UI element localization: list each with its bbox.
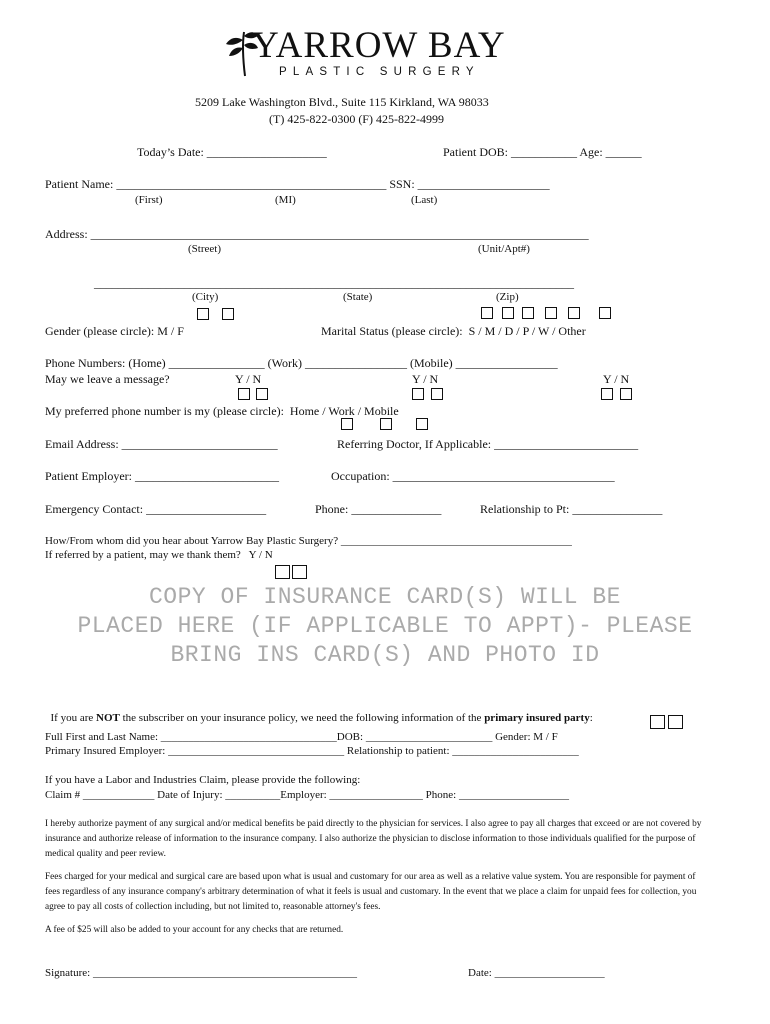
subscriber-gender-f-checkbox[interactable] — [668, 715, 683, 729]
referred-n-checkbox[interactable] — [292, 565, 307, 579]
insurance-placeholder-line3: BRING INS CARD(S) AND PHOTO ID — [170, 642, 600, 668]
marital-d-checkbox[interactable] — [522, 307, 534, 319]
occupation-field[interactable]: Occupation: _____________________________________ — [331, 469, 615, 483]
relationship-field[interactable]: Relationship to Pt: _______________ — [480, 502, 663, 516]
signature-date-field[interactable]: Date: ____________________ — [468, 967, 605, 979]
marital-other-checkbox[interactable] — [599, 307, 611, 319]
returned-check-paragraph: A fee of $25 will also be added to your account for any checks that are returned. — [45, 925, 344, 935]
subscriber-name-dob-field[interactable]: Full First and Last Name: ________________________________DOB: _______________________ Gender: M / F — [45, 731, 558, 743]
work-y-checkbox[interactable] — [412, 388, 424, 400]
subscriber-gender-m-checkbox[interactable] — [650, 715, 665, 729]
logo-subtitle: PLASTIC SURGERY — [279, 66, 480, 78]
last-label: (Last) — [411, 194, 438, 206]
logo-title: YARROW BAY — [252, 25, 506, 66]
yn-mobile-label: Y / N — [603, 372, 630, 386]
email-field[interactable]: Email Address: __________________________ — [45, 437, 278, 451]
street-label: (Street) — [188, 243, 221, 255]
subscriber-intro — [45, 700, 593, 724]
emergency-contact-field[interactable]: Emergency Contact: ____________________ — [45, 502, 267, 516]
how-heard-field[interactable]: How/From whom did you hear about Yarrow Bay Plastic Surgery? __________________________________________ — [45, 535, 572, 547]
preferred-work-checkbox[interactable] — [380, 418, 392, 430]
signature-field[interactable]: Signature: ________________________________________________ — [45, 967, 357, 979]
subscriber-intro-party: primary insured party — [484, 712, 590, 724]
phone-numbers-field[interactable]: Phone Numbers: (Home) ________________ (Work) _________________ (Mobile) _________________ — [45, 356, 558, 370]
unit-label: (Unit/Apt#) — [478, 243, 530, 255]
home-n-checkbox[interactable] — [256, 388, 268, 400]
subscriber-intro-c: : — [589, 712, 593, 724]
practice-address: 5209 Lake Washington Blvd., Suite 115 Kirkland, WA 98033 — [195, 95, 489, 109]
patient-dob-age-field[interactable]: Patient DOB: ___________ Age: ______ — [443, 145, 642, 159]
gender-m-checkbox[interactable] — [197, 308, 209, 320]
marital-w-checkbox[interactable] — [568, 307, 580, 319]
address-field[interactable]: Address: ___________________________________________________________________________________ — [45, 227, 589, 241]
labor-claim-intro: If you have a Labor and Industries Claim, please provide the following: — [45, 774, 361, 786]
insurance-placeholder-line1: COPY OF INSURANCE CARD(S) WILL BE — [149, 584, 621, 610]
authorization-paragraph: I hereby authorize payment of any surgical and/or medical benefits be paid directly to the physician for services. I also agree to pay all charges that exceed or are not covered by insurance and authorize release of information to the insurance company. I also authorize the physician to disclose information to those individuals qualified for the purpose of medical quality and peer review. — [45, 819, 702, 859]
gender-field: Gender (please circle): M / F — [45, 324, 184, 338]
patient-name-field[interactable]: Patient Name: _____________________________________________ SSN: ______________________ — [45, 177, 550, 191]
labor-claim-field[interactable]: Claim # _____________ Date of Injury: __________Employer: _________________ Phone: ____________________ — [45, 789, 569, 801]
subscriber-intro-not: NOT — [96, 712, 120, 724]
preferred-mobile-checkbox[interactable] — [416, 418, 428, 430]
leave-message-label: May we leave a message? — [45, 372, 170, 386]
work-n-checkbox[interactable] — [431, 388, 443, 400]
first-label: (First) — [135, 194, 163, 206]
mobile-y-checkbox[interactable] — [601, 388, 613, 400]
city-state-zip-field[interactable]: ________________________________________________________________________________ — [94, 276, 574, 290]
insurance-placeholder-line2: PLACED HERE (IF APPLICABLE TO APPT)- PLEASE — [77, 613, 693, 639]
subscriber-intro-b: the subscriber on your insurance policy, we need the following information of the — [119, 712, 485, 724]
marital-p-checkbox[interactable] — [545, 307, 557, 319]
home-y-checkbox[interactable] — [238, 388, 250, 400]
preferred-phone-field: My preferred phone number is my (please circle): Home / Work / Mobile — [45, 404, 399, 418]
mobile-n-checkbox[interactable] — [620, 388, 632, 400]
preferred-home-checkbox[interactable] — [341, 418, 353, 430]
marital-m-checkbox[interactable] — [502, 307, 514, 319]
city-label: (City) — [192, 291, 219, 303]
mi-label: (MI) — [275, 194, 296, 206]
marital-status-field: Marital Status (please circle): S / M / D / P / W / Other — [321, 324, 586, 338]
yn-work-label: Y / N — [412, 372, 439, 386]
referred-thanks-label: If referred by a patient, may we thank them? Y / N — [45, 549, 273, 561]
practice-phone: (T) 425-822-0300 (F) 425-822-4999 — [269, 112, 444, 126]
subscriber-intro-a: If you are — [50, 712, 97, 724]
referring-doctor-field[interactable]: Referring Doctor, If Applicable: ________________________ — [337, 437, 639, 451]
fees-paragraph: Fees charged for your medical and surgical care are based upon what is usual and customary for our area as well as a relative value system. You are responsible for payment of fees regardless of any insurance company's arbitrary determination of what it feels is usual and customary. In the event that we place a claim for unpaid fees for collection, you agree to pay all costs of collection including, but not limited to, reasonable attorney's fees. — [45, 872, 697, 912]
subscriber-employer-field[interactable]: Primary Insured Employer: ________________________________ Relationship to patient: _______________________ — [45, 745, 579, 757]
yn-home-label: Y / N — [235, 372, 262, 386]
gender-f-checkbox[interactable] — [222, 308, 234, 320]
state-label: (State) — [343, 291, 373, 303]
marital-s-checkbox[interactable] — [481, 307, 493, 319]
emergency-phone-field[interactable]: Phone: _______________ — [315, 502, 442, 516]
referred-y-checkbox[interactable] — [275, 565, 290, 579]
zip-label: (Zip) — [496, 291, 519, 303]
employer-field[interactable]: Patient Employer: ________________________ — [45, 469, 279, 483]
todays-date-field[interactable]: Today’s Date: ____________________ — [137, 145, 327, 159]
